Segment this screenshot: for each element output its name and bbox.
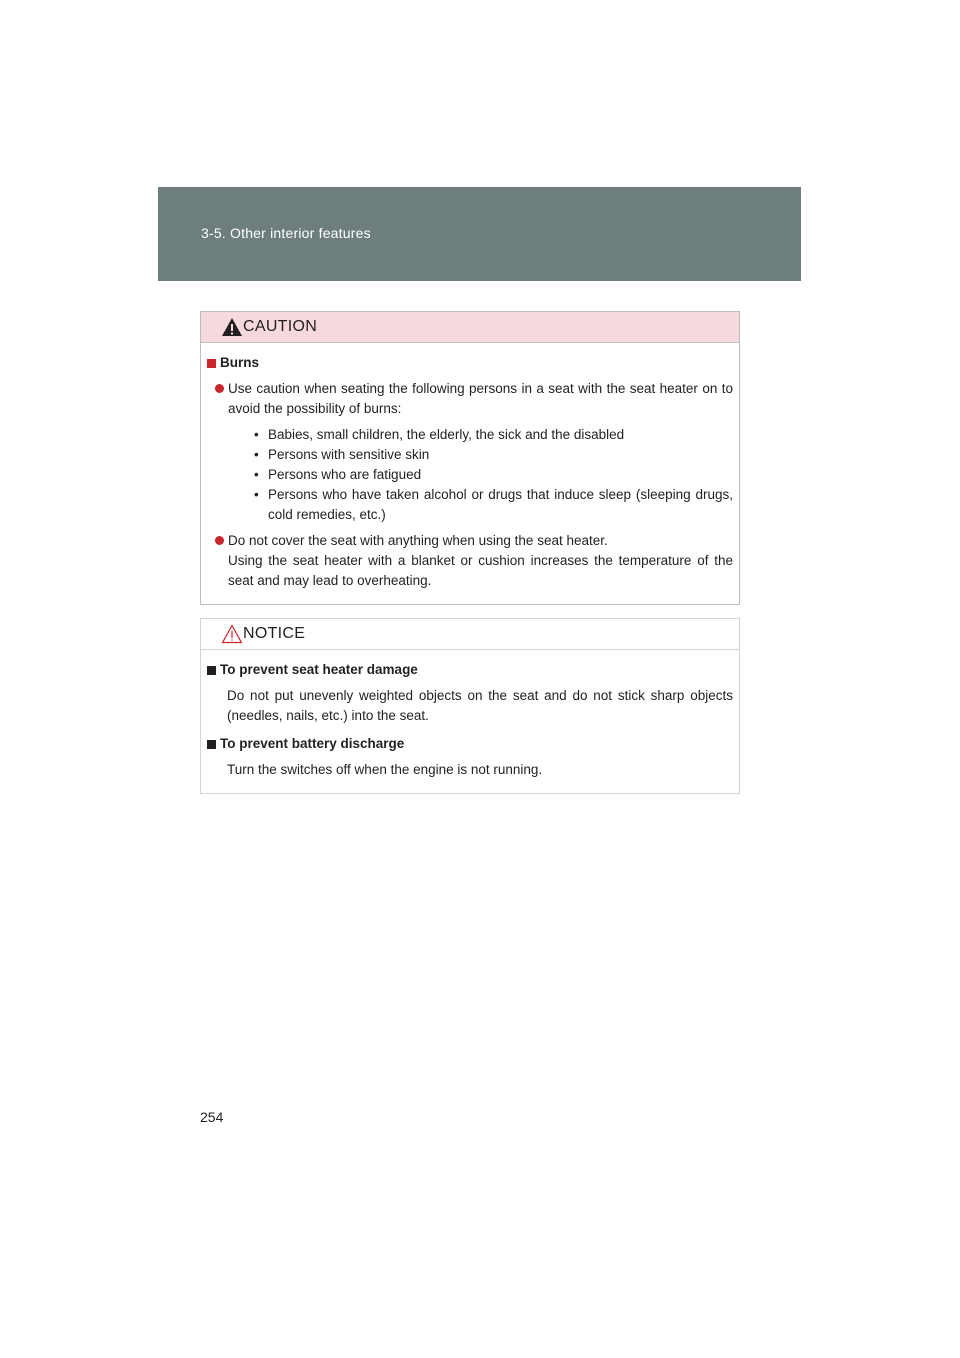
notice-header bbox=[201, 619, 739, 650]
caution-section-title: Burns bbox=[207, 353, 733, 373]
list-item: • Persons with sensitive skin bbox=[254, 447, 430, 462]
notice-section bbox=[207, 734, 733, 780]
notice-text: Do not put unevenly weighted objects on the seat and do not stick sharp objects (needles, nails, etc.) into the seat. bbox=[227, 688, 733, 723]
notice-text: Turn the switches off when the engine is not running. bbox=[227, 762, 543, 777]
list-item: • Persons who have taken alcohol or drugs that induce sleep (sleeping drugs, cold remedies, etc.) bbox=[254, 487, 733, 522]
caution-bullet: Use caution when seating the following persons in a seat with the seat heater on to avoid the possibility of burns: • Babies, small children, the elderly, the sick and the disabled • Persons with sensitive skin • Persons who are fatigued • Persons who have taken alcohol or drugs that induce sleep (sleeping drugs, cold remedies, etc.) bbox=[215, 379, 733, 525]
square-bullet-icon bbox=[207, 666, 216, 675]
warning-triangle-icon bbox=[221, 317, 243, 337]
caution-body bbox=[201, 343, 739, 591]
square-bullet-icon bbox=[207, 359, 216, 368]
sub-list bbox=[254, 425, 733, 525]
list-item: • Babies, small children, the elderly, the sick and the disabled bbox=[254, 427, 625, 442]
caution-bullet: Do not cover the seat with anything when using the seat heater. Using the seat heater with a blanket or cushion increases the temperature of the seat and may lead to overheating. bbox=[215, 531, 733, 591]
caution-label: CAUTION bbox=[243, 318, 318, 335]
warning-triangle-outline-icon bbox=[221, 624, 243, 644]
square-bullet-icon bbox=[207, 740, 216, 749]
caution-box bbox=[200, 311, 740, 605]
notice-box bbox=[200, 618, 740, 794]
notice-label: NOTICE bbox=[243, 625, 306, 642]
circle-bullet-icon bbox=[215, 379, 228, 388]
circle-bullet-icon bbox=[215, 531, 228, 540]
caution-header bbox=[201, 312, 739, 343]
chapter-header-band bbox=[158, 187, 801, 281]
notice-body bbox=[201, 650, 739, 780]
section-title: 3-5. Other interior features bbox=[201, 225, 371, 241]
notice-section-title: To prevent seat heater damage bbox=[207, 660, 733, 680]
notice-section-title: To prevent battery discharge bbox=[207, 734, 733, 754]
page-number: 254 bbox=[200, 1109, 224, 1125]
notice-section bbox=[207, 660, 733, 726]
list-item: • Persons who are fatigued bbox=[254, 467, 422, 482]
